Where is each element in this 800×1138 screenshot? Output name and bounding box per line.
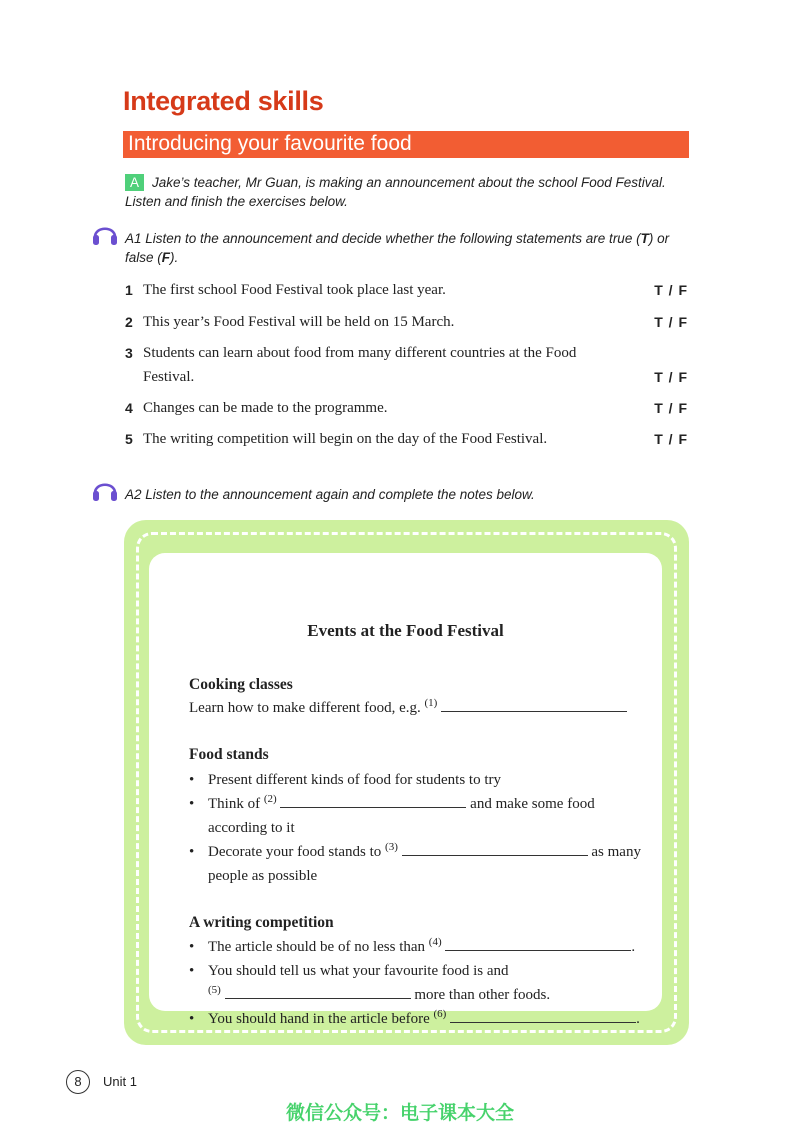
bullet-icon: •: [189, 963, 195, 979]
section-subtitle-bar: [123, 131, 689, 158]
bullet-icon: •: [189, 796, 195, 812]
a2-instruction: A2 Listen to the announcement again and complete the notes below.: [125, 487, 535, 502]
list-item: • You should hand in the article before $^{(6)}$ .: [189, 1007, 679, 1031]
cooking-line: Learn how to make different food, e.g. $^{(1)}$: [189, 696, 679, 720]
blank-1[interactable]: [441, 698, 627, 712]
headphones-icon: [90, 474, 120, 504]
statement-2: 2 This year’s Food Festival will be held on 15 March. T / F: [125, 310, 690, 334]
notes-title: Events at the Food Festival: [307, 621, 504, 640]
bullet-icon: •: [189, 939, 195, 955]
headphones-icon: [90, 218, 120, 248]
blank-2[interactable]: [280, 794, 466, 808]
true-false-choice[interactable]: T / F: [654, 400, 688, 416]
true-false-choice[interactable]: T / F: [654, 282, 688, 298]
instruction-a-text: Jake’s teacher, Mr Guan, is making an announcement about the school Food Festival. Listen and finish the exercises below.: [125, 175, 666, 209]
writing-heading: A writing competition: [189, 914, 334, 931]
statement-5: 5 The writing competition will begin on the day of the Food Festival. T / F: [125, 427, 690, 451]
list-item: • You should tell us what your favourite food is and $^{(5)}$ more than other foods.: [189, 959, 679, 1007]
bullet-icon: •: [189, 844, 195, 860]
page-title: Integrated skills: [123, 86, 324, 116]
list-item: • Decorate your food stands to $^{(3)}$ as many people as possible: [189, 841, 641, 884]
list-item: • Present different kinds of food for students to try: [189, 768, 679, 792]
stands-heading: Food stands: [189, 746, 269, 763]
list-item: • Think of $^{(2)}$ and make some food according to it: [189, 793, 595, 836]
page-number: 8: [66, 1070, 90, 1094]
bullet-icon: •: [189, 1011, 195, 1027]
true-false-choice[interactable]: T / F: [654, 431, 688, 447]
blank-4[interactable]: [445, 937, 631, 951]
cooking-heading: Cooking classes: [189, 676, 293, 693]
unit-label: Unit 1: [103, 1074, 137, 1089]
blank-3[interactable]: [402, 842, 588, 856]
label-a: A: [125, 174, 144, 191]
statement-1: 1 The first school Food Festival took place last year. T / F: [125, 278, 690, 302]
instruction-a: [125, 173, 685, 211]
a1-instruction: A1 Listen to the announcement and decide whether the following statements are true (T) or false (F).: [125, 231, 670, 265]
notes-box: [124, 520, 689, 1045]
bullet-icon: •: [189, 772, 195, 788]
watermark: 微信公众号：电子课本大全: [285, 1102, 514, 1124]
list-item: • The article should be of no less than $^{(4)}$ .: [189, 935, 679, 959]
blank-6[interactable]: [450, 1009, 636, 1023]
true-false-choice[interactable]: T / F: [654, 369, 688, 385]
statement-3: 3 Students can learn about food from many different countries at the Food Festival. T / F: [125, 341, 690, 389]
section-subtitle: Introducing your favourite food: [128, 132, 412, 155]
notes-card: [149, 553, 662, 1027]
blank-5[interactable]: [225, 985, 411, 999]
true-false-choice[interactable]: T / F: [654, 314, 688, 330]
statement-4: 4 Changes can be made to the programme. T / F: [125, 396, 690, 420]
